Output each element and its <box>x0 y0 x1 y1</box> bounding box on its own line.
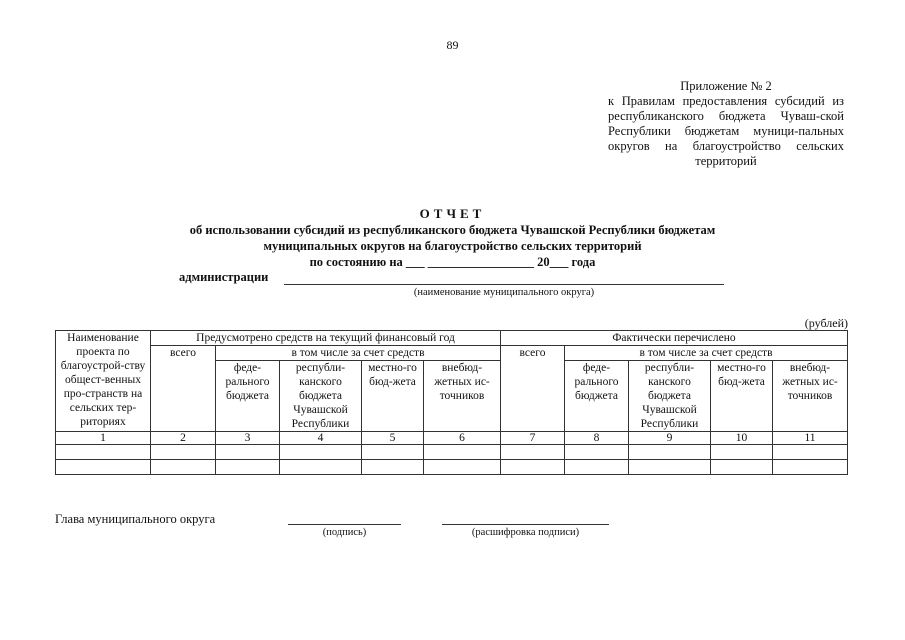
table-cell <box>151 445 216 460</box>
table-cell <box>424 460 501 475</box>
admin-name-field <box>284 284 724 285</box>
admin-label: администрации <box>179 270 269 284</box>
column-number: 10 <box>711 432 773 445</box>
header-planned-group: Предусмотрено средств на текущий финансовый год <box>151 331 501 346</box>
report-title: ОТЧЕТ <box>419 206 486 221</box>
table-header-row-2 <box>56 346 848 361</box>
header-planned-extrabudget: внебюд-жетных ис-точников <box>424 361 501 432</box>
column-number: 8 <box>565 432 629 445</box>
table-cell <box>501 445 565 460</box>
table-cell <box>773 460 848 475</box>
header-planned-total: всего <box>151 346 216 432</box>
appendix-text: к Правилам предоставления субсидий из республиканского бюджета Чуваш-ской Республики бюджетам муници-пальных округов на благоустройство сельских территорий <box>608 94 844 168</box>
header-actual-federal: феде-рального бюджета <box>565 361 629 432</box>
header-planned-local: местно-го бюд-жета <box>362 361 424 432</box>
header-planned-federal: феде-рального бюджета <box>216 361 280 432</box>
column-number: 5 <box>362 432 424 445</box>
signature-field <box>288 524 401 525</box>
header-actual-group: Фактически перечислено <box>501 331 848 346</box>
signature-decode-field <box>442 524 609 525</box>
page-number: 89 <box>446 38 459 52</box>
table-cell <box>362 445 424 460</box>
appendix-title: Приложение № 2 <box>680 79 772 93</box>
column-number: 7 <box>501 432 565 445</box>
admin-caption: (наименование муниципального округа) <box>413 287 595 298</box>
table-cell <box>216 460 280 475</box>
table-cell <box>711 445 773 460</box>
report-date-line: по состоянию на ___ _________________ 20___ года <box>309 255 596 269</box>
signature-caption: (подпись) <box>322 527 367 538</box>
column-number: 1 <box>56 432 151 445</box>
header-actual-total: всего <box>501 346 565 432</box>
table-cell <box>280 460 362 475</box>
currency-unit: (рублей) <box>804 316 848 330</box>
report-table <box>55 330 848 475</box>
table-cell <box>629 460 711 475</box>
column-number: 11 <box>773 432 848 445</box>
column-number: 2 <box>151 432 216 445</box>
column-number: 9 <box>629 432 711 445</box>
table-cell <box>501 460 565 475</box>
table-cell <box>280 445 362 460</box>
table-cell <box>56 460 151 475</box>
signature-label: Глава муниципального округа <box>55 512 216 526</box>
table-cell <box>629 445 711 460</box>
appendix-block <box>608 79 844 169</box>
header-planned-including: в том числе за счет средств <box>216 346 501 361</box>
header-actual-including: в том числе за счет средств <box>565 346 848 361</box>
table-cell <box>56 445 151 460</box>
table-row <box>56 460 848 475</box>
table-cell <box>565 460 629 475</box>
table-cell <box>424 445 501 460</box>
header-actual-local: местно-го бюд-жета <box>711 361 773 432</box>
report-subtitle-line1: об использовании субсидий из республиканского бюджета Чувашской Республики бюджетам <box>189 223 716 237</box>
column-number: 3 <box>216 432 280 445</box>
table-row <box>56 445 848 460</box>
table-cell <box>362 460 424 475</box>
column-number: 4 <box>280 432 362 445</box>
table-cell <box>773 445 848 460</box>
report-subtitle-line2: муниципальных округов на благоустройство сельских территорий <box>263 239 642 253</box>
table-header-row-1 <box>56 331 848 346</box>
signature-decode-caption: (расшифровка подписи) <box>471 527 580 538</box>
table-cell <box>216 445 280 460</box>
header-planned-republic: республи-канского бюджета Чувашской Республики <box>280 361 362 432</box>
table-cell <box>151 460 216 475</box>
header-actual-republic: республи-канского бюджета Чувашской Республики <box>629 361 711 432</box>
header-project-name: Наименование проекта по благоустрой-ству общест-венных про-странств на сельских тер-риториях <box>56 331 151 432</box>
table-cell <box>565 445 629 460</box>
column-number-row <box>56 432 848 445</box>
column-number: 6 <box>424 432 501 445</box>
header-actual-extrabudget: внебюд-жетных ис-точников <box>773 361 848 432</box>
table-cell <box>711 460 773 475</box>
